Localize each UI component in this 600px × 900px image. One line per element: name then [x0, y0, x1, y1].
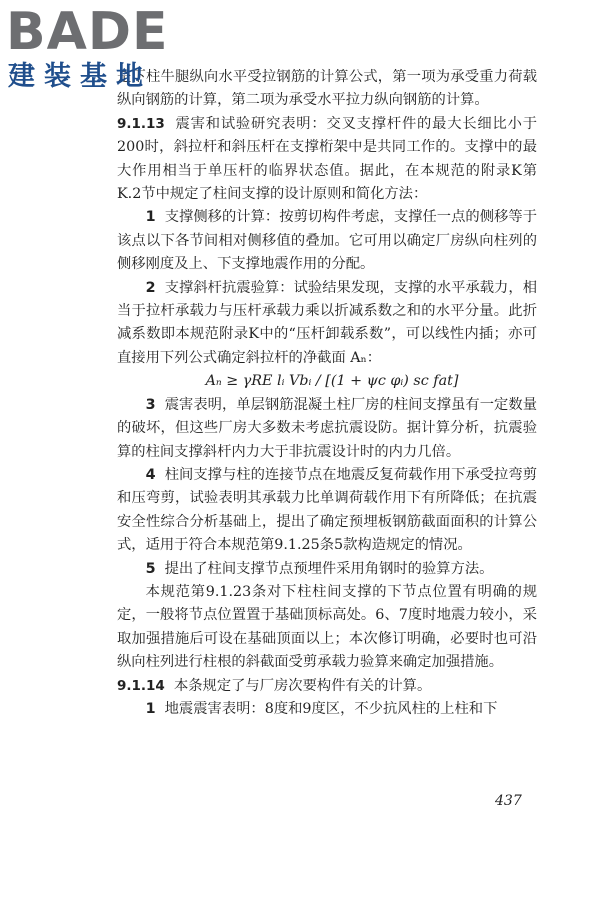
- list-item-2: [117, 277, 537, 371]
- paragraph-text: 震害和试验研究表明：交叉支撑杆件的最大长细比小于200时，斜拉杆和斜压杆在支撑桁架中是共同工作的。支撑中的最大作用相当于单压杆的临界状态值。据此，在本规范的附录K第K.2节中规定了柱间支撑的设计原则和简化方法：: [117, 115, 537, 203]
- paragraph-text: 本条规定了与厂房次要构件有关的计算。: [173, 677, 432, 694]
- item-number: 1: [145, 700, 156, 717]
- paragraph-text: 震害表明，单层钢筋混凝土柱厂房的柱间支撑虽有一定数量的破坏，但这些厂房大多数未考虑抗震设防。据计算分析，抗震验算的柱间支撑斜杆内力大于非抗震设计时的内力几倍。: [117, 396, 537, 460]
- list-item-1b: [117, 698, 537, 721]
- list-item-5: [117, 558, 537, 581]
- section-9-1-13: [117, 113, 537, 207]
- item-number: 4: [145, 466, 156, 483]
- paragraph-text: 是下柱牛腿纵向水平受拉钢筋的计算公式，第一项为承受重力荷载纵向钢筋的计算，第二项为承受水平拉力纵向钢筋的计算。: [117, 69, 537, 109]
- section-number: 9.1.13: [117, 115, 165, 132]
- item-number: 3: [145, 396, 156, 413]
- formula: Aₙ ≥ γRE lᵢ Vbᵢ / [(1 + ψc φᵢ) sc fat]: [205, 373, 459, 390]
- paragraph-text: 地震震害表明：8度和9度区，不少抗风柱的上柱和下: [164, 700, 498, 717]
- section-number: 9.1.14: [117, 677, 165, 694]
- section-9-1-14: [117, 675, 537, 698]
- page-body: [117, 66, 537, 721]
- list-item-4: [117, 464, 537, 558]
- list-item-3: [117, 394, 537, 464]
- item-number: 5: [145, 560, 156, 577]
- logo-subtitle: 建装基地: [8, 61, 152, 92]
- item-number: 2: [145, 279, 156, 296]
- paragraph-text: 支撑侧移的计算：按剪切构件考虑，支撑任一点的侧移等于该点以下各节间相对侧移值的叠加。它可用以确定厂房纵向柱列的侧移刚度及上、下支撑地震作用的分配。: [117, 209, 537, 273]
- page-number: 437: [495, 793, 522, 809]
- paragraph-text: 本规范第9.1.23条对下柱柱间支撑的下节点位置有明确的规定，一般将节点位置置于基础顶标高处。6、7度时地震力较小，采取加强措施后可设在基础顶面以上；本次修订明确，必要时也可沿纵向柱列进行柱根的斜截面受剪承载力验算来确定加强措施。: [117, 583, 537, 671]
- list-item-1: [117, 206, 537, 276]
- paragraph-9-1-23: [117, 581, 537, 675]
- paragraph-text: 柱间支撑与柱的连接节点在地震反复荷载作用下承受拉弯剪和压弯剪，试验表明其承载力比单调荷载作用下有所降低；在抗震安全性综合分析基础上，提出了确定预埋板钢筋截面面积的计算公式，适用于符合本规范第9.1.25条5款构造规定的情况。: [117, 466, 537, 554]
- paragraph-text: 支撑斜杆抗震验算：试验结果发现，支撑的水平承载力，相当于拉杆承载力与压杆承载力乘以折减系数之和的水平分量。此折减系数即本规范附录K中的“压杆卸载系数”，可以线性内插；亦可直接用下列公式确定斜拉杆的净截面 Aₙ：: [117, 279, 537, 366]
- paragraph-text: 提出了柱间支撑节点预埋件采用角钢时的验算方法。: [164, 560, 494, 577]
- paragraph-continuation: [117, 66, 537, 113]
- logo-wordmark: BADE: [6, 2, 169, 62]
- item-number: 1: [145, 209, 156, 226]
- bade-logo: [0, 0, 180, 100]
